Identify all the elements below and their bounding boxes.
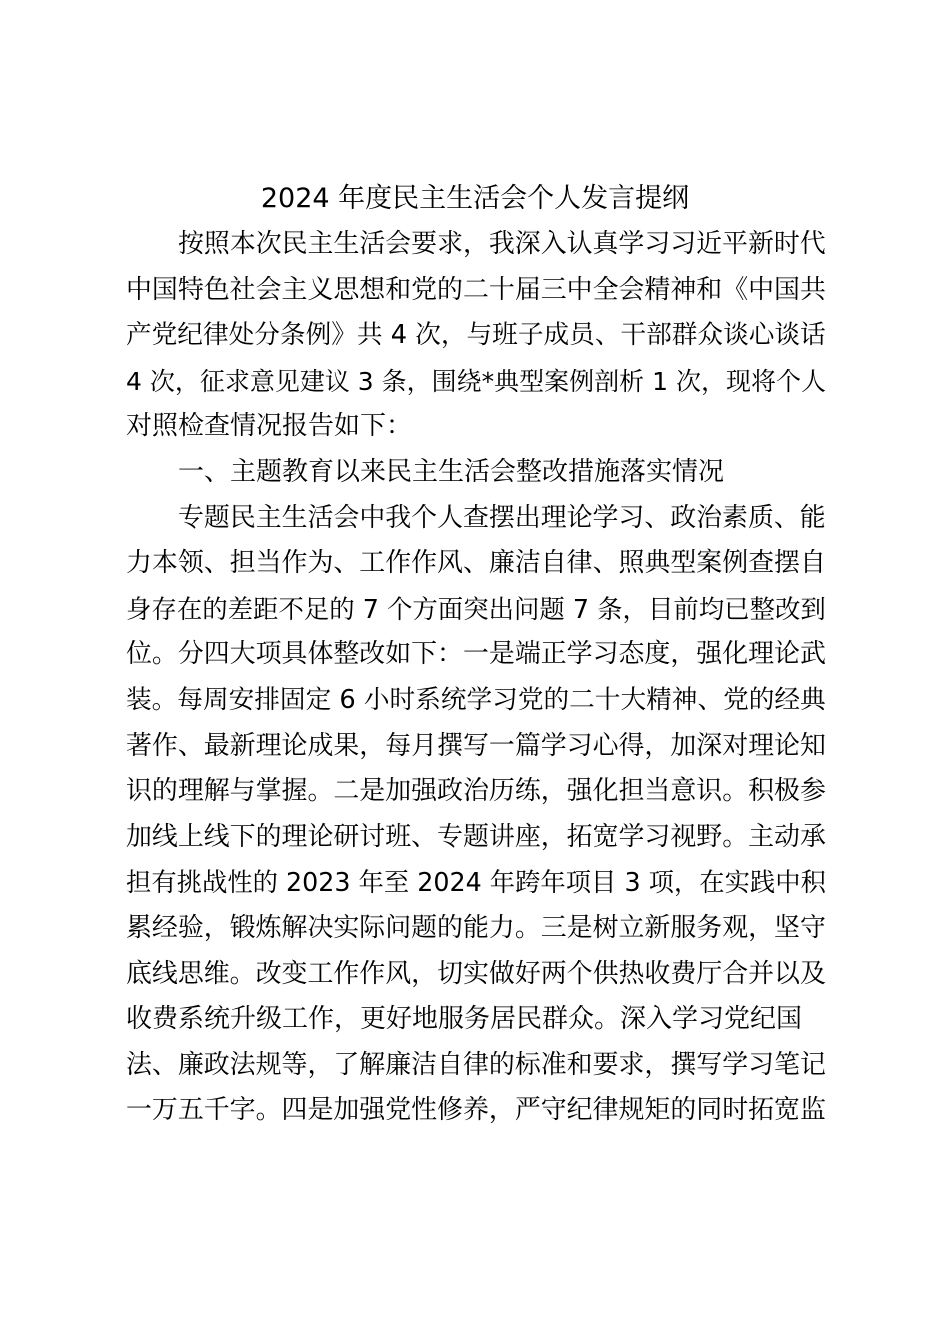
text-line: 按照本次民主生活会要求，我深入认真学习习近平新时代 [178,229,826,259]
text-line: 一万五千字。四是加强党性修养，严守纪律规矩的同时拓宽监 [126,1095,826,1126]
document-title: 2024 年度民主生活会个人发言提纲 [260,183,690,214]
text-line: 中国特色社会主义思想和党的二十届三中全会精神和《中国共 [126,274,826,305]
text-line: 身存在的差距不足的 7 个方面突出问题 7 条，目前均已整改到 [126,593,826,624]
text-line: 产党纪律处分条例》共 4 次，与班子成员、干部群众谈心谈话 [126,320,826,351]
text-line: 一、主题教育以来民主生活会整改措施落实情况 [178,456,725,487]
text-line: 识的理解与掌握。二是加强政治历练，强化担当意识。积极参 [126,776,826,807]
text-line: 位。分四大项具体整改如下：一是端正学习态度，强化理论武 [126,639,826,670]
text-line: 对照检查情况报告如下： [126,411,413,442]
text-line: 装。每周安排固定 6 小时系统学习党的二十大精神、党的经典 [126,684,826,715]
document-body [126,222,826,1134]
text-line: 法、廉政法规等，了解廉洁自律的标准和要求，撰写学习笔记 [126,1049,826,1080]
text-line: 专题民主生活会中我个人查摆出理论学习、政治素质、能 [178,502,826,533]
text-line: 担有挑战性的 2023 年至 2024 年跨年项目 3 项，在实践中积 [126,867,826,898]
text-line: 收费系统升级工作，更好地服务居民群众。深入学习党纪国 [126,1004,803,1035]
text-line: 累经验，锻炼解决实际问题的能力。三是树立新服务观，坚守 [126,912,826,943]
text-line: 力本领、担当作为、工作作风、廉洁自律、照典型案例查摆自 [126,548,826,579]
text-line: 底线思维。改变工作作风，切实做好两个供热收费厅合并以及 [126,958,826,989]
text-line: 加线上线下的理论研讨班、专题讲座，拓宽学习视野。主动承 [126,821,826,852]
text-line: 著作、最新理论成果，每月撰写一篇学习心得，加深对理论知 [126,730,826,761]
text-line: 4 次，征求意见建议 3 条，围绕*典型案例剖析 1 次，现将个人 [126,366,826,396]
